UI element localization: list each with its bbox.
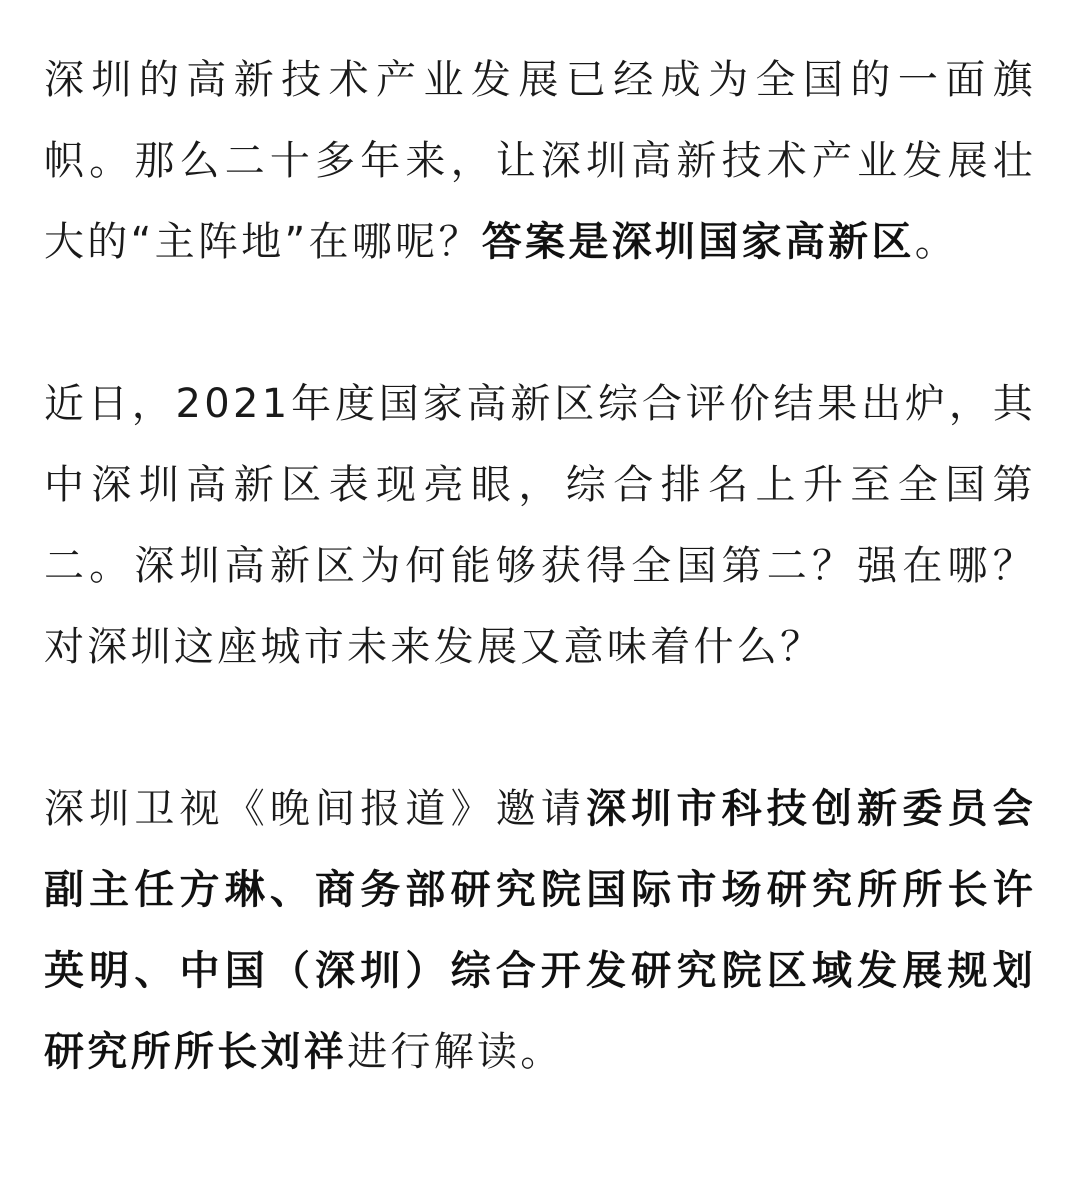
paragraph-ranking-text: 近日，2021年度国家高新区综合评价结果出炉，其中深圳高新区表现亮眼，综合排名上升至全国第二。深圳高新区为何能够获得全国第二？强在哪？对深圳这座城市未来发展又意味着什么？ <box>44 381 1036 670</box>
guest-list: 深圳市科技创新委员会副主任方琳、商务部研究院国际市场研究所所长许英明、中国（深圳）综合开发研究院区域发展规划研究所所长刘祥 <box>44 786 1036 1075</box>
paragraph-guests-intro: 深圳卫视《晚间报道》邀请 <box>44 786 587 832</box>
paragraph-intro <box>44 40 1036 283</box>
answer-highlight: 答案是深圳国家高新区 <box>481 219 915 265</box>
paragraph-ranking <box>44 364 1036 688</box>
paragraph-intro-text: 深圳的高新技术产业发展已经成为全国的一面旗帜。那么二十多年来，让深圳高新技术产业发展壮大的“主阵地”在哪呢？ <box>44 57 1036 265</box>
paragraph-guests-end: 进行解读。 <box>347 1029 564 1075</box>
paragraph-intro-end: 。 <box>914 219 959 265</box>
article-body <box>44 40 1036 1093</box>
paragraph-guests <box>44 769 1036 1093</box>
